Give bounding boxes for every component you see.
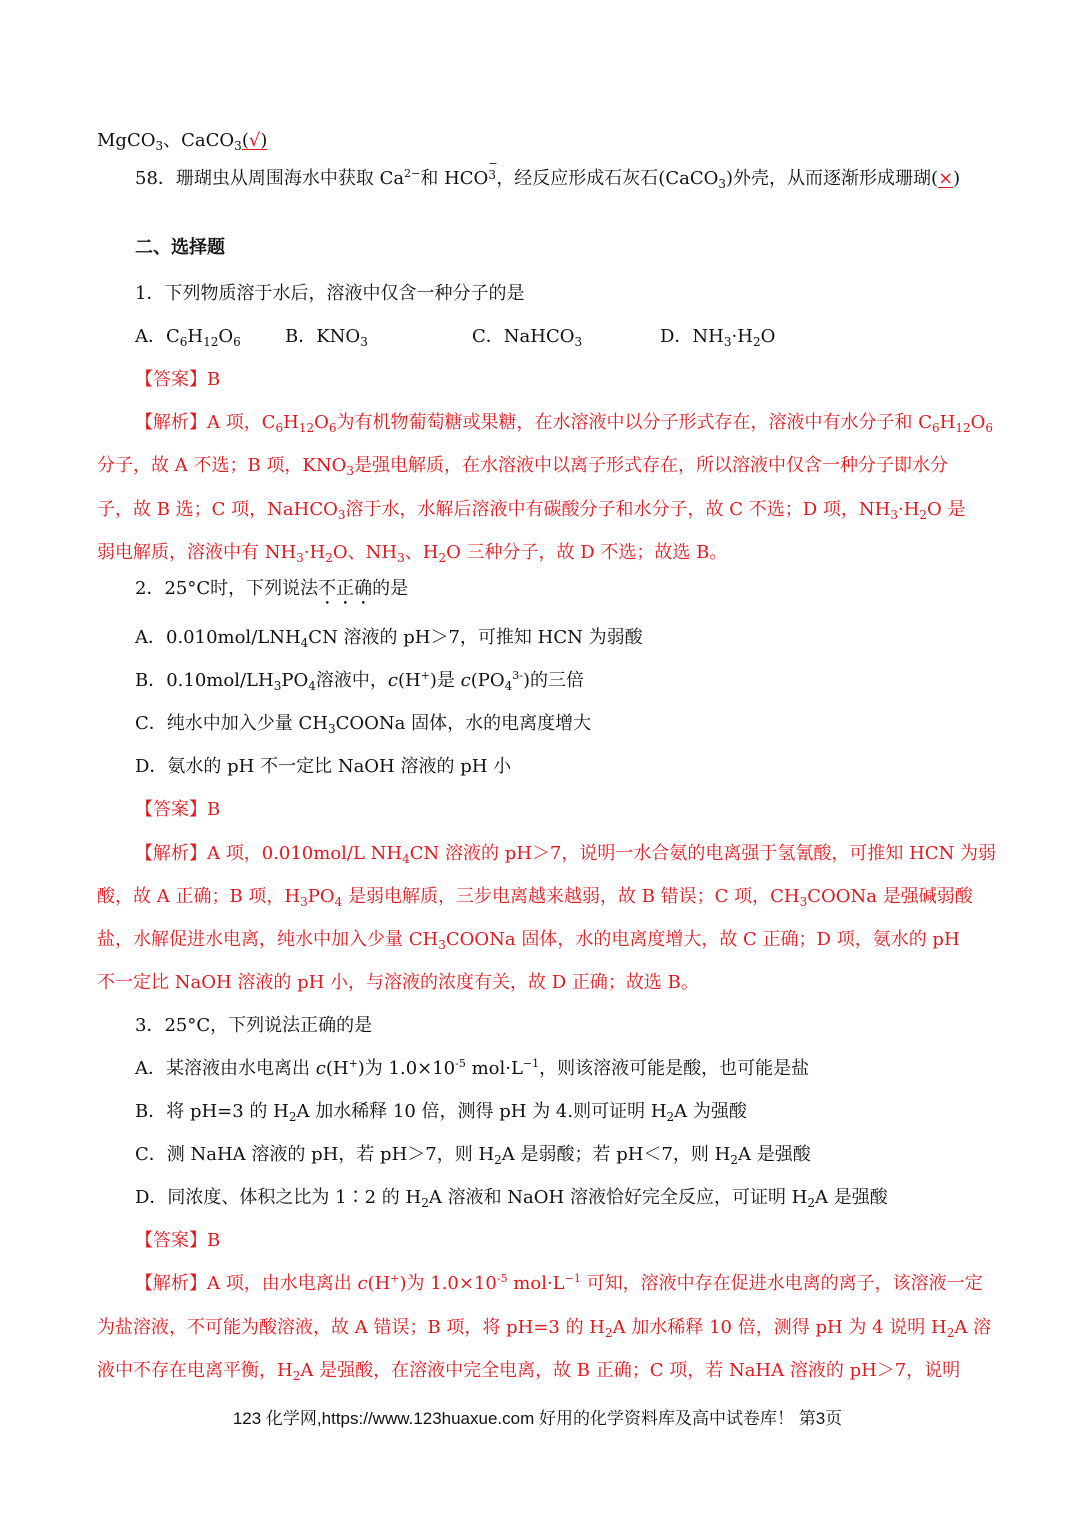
page-footer: 123 化学网,https://www.123huaxue.com 好用的化学资料库及高中试卷库！ 第3页 xyxy=(232,1409,843,1428)
q57-tail-line: MgCO$_3$、CaCO$_3$(√) xyxy=(97,130,268,153)
q1-explanation-line4: 弱电解质，溶液中有 $NH_3\cdot H_2O$、$NH_3$、$H_2O$ 三种分子，故 D 不选；故选 B。 xyxy=(97,542,728,565)
q1-option-c: C．NaHCO$_3$ xyxy=(472,326,583,349)
q2-stem: 2．25°C时，下列说法不正确的是 xyxy=(135,578,409,599)
q2-explanation-line1: 【解析】A 项，0.010mol/L $NH_4CN$ 溶液的 pH＞7，说明一水合氨的电离强于氢氰酸，可推知 HCN 为弱 xyxy=(135,843,997,866)
q58-line: 58．珊瑚虫从周围海水中获取 $Ca^{2-}$和 HCO − 3 ，经反应形成石灰石(CaCO$_3$)外壳，从而逐渐形成珊瑚(×) xyxy=(135,157,961,191)
q3-explanation-line1: 【解析】A 项，由水电离出 c(H+)为 $1.0\times 10^{-5}$ $mol\cdot L^{-1}$ 可知，溶液中存在促进水电离的离子，该溶液一定 xyxy=(135,1272,983,1294)
q2-option-a: A．$0.010mol/LNH_4CN$ 溶液的 pH＞7，可推知 HCN 为弱酸 xyxy=(135,627,643,650)
q3-option-b: B．将 pH=3 的 $H_2A$ 加水稀释 10 倍，测得 pH 为 4.则可证明 $H_2A$ 为强酸 xyxy=(135,1101,747,1124)
q1-option-b: B．$KNO_3$ xyxy=(285,326,368,349)
q2-option-d: D．氨水的 pH 不一定比 NaOH 溶液的 pH 小 xyxy=(135,756,512,777)
q1-option-a: A．$C_6H_{12}O_6$ xyxy=(135,326,241,349)
q1-explanation-line2: 分子，故 A 不选；B 项，$KNO_3$是强电解质，在水溶液中以离子形式存在，所以溶液中仅含一种分子即水分 xyxy=(97,455,948,478)
q1-option-d: D．$NH_3\cdot H_2O$ xyxy=(660,326,776,349)
q3-option-c: C．测 NaHA 溶液的 pH，若 pH＞7，则 $H_2A$ 是弱酸；若 pH＜7，则 $H_2A$ 是强酸 xyxy=(135,1144,811,1167)
q2-option-c: C．纯水中加入少量 $CH_3COONa$ 固体，水的电离度增大 xyxy=(135,713,592,736)
q1-explanation-line3: 子，故 B 选；C 项，NaHCO$_3$溶于水，水解后溶液中有碳酸分子和水分子，故 C 不选；D 项，$NH_3\cdot H_2O$ 是 xyxy=(97,499,966,522)
check-mark: √ xyxy=(248,130,261,151)
q3-stem: 3．25°C，下列说法正确的是 xyxy=(135,1015,373,1036)
q1-stem: 1．下列物质溶于水后，溶液中仅含一种分子的是 xyxy=(135,283,525,304)
q2-explanation-line3: 盐，水解促进水电离，纯水中加入少量 $CH_3COONa$ 固体，水的电离度增大，故 C 正确；D 项，氨水的 pH xyxy=(97,929,960,952)
q2-answer: 【答案】B xyxy=(135,799,221,820)
q3-option-a: A．某溶液由水电离出 c(H+)为 $1.0\times 10^{-5}$ $mol\cdot L^{-1}$，则该溶液可能是酸，也可能是盐 xyxy=(135,1057,810,1079)
q1-answer: 【答案】B xyxy=(135,369,221,390)
q2-option-b: B．$0.10mol/LH_3PO_4$溶液中，c(H+)是 $c(PO_4^{3-})$的三倍 xyxy=(135,669,585,693)
q3-explanation-line3: 液中不存在电离平衡，$H_2A$ 是强酸，在溶液中完全电离，故 B 正确；C 项，若 NaHA 溶液的 pH＞7，说明 xyxy=(97,1360,961,1383)
q2-explanation-line2: 酸，故 A 正确；B 项，$H_3PO_4$ 是弱电解质，三步电离越来越弱，故 B 错误；C 项，$CH_3COONa$ 是强碱弱酸 xyxy=(97,886,973,909)
q3-explanation-line2: 为盐溶液，不可能为酸溶液，故 A 错误；B 项，将 pH=3 的 $H_2A$ 加水稀释 10 倍，测得 pH 为 4 说明 $H_2A$ 溶 xyxy=(97,1317,992,1340)
q3-answer: 【答案】B xyxy=(135,1230,221,1251)
cross-mark: × xyxy=(938,168,954,189)
q2-explanation-line4: 不一定比 NaOH 溶液的 pH 小，与溶液的浓度有关，故 D 正确；故选 B。 xyxy=(97,972,699,993)
section-heading: 二、选择题 xyxy=(135,237,225,258)
q1-explanation-line1: 【解析】A 项，$C_6H_{12}O_6$为有机物葡萄糖或果糖，在水溶液中以分子形式存在，溶液中有水分子和 $C_6H_{12}O_6$ xyxy=(135,412,994,435)
q3-option-d: D．同浓度、体积之比为 1∶2 的 $H_2A$ 溶液和 NaOH 溶液恰好完全反应，可证明 $H_2A$ 是强酸 xyxy=(135,1187,888,1210)
emphasis-dots: 不正确 xyxy=(318,578,373,599)
